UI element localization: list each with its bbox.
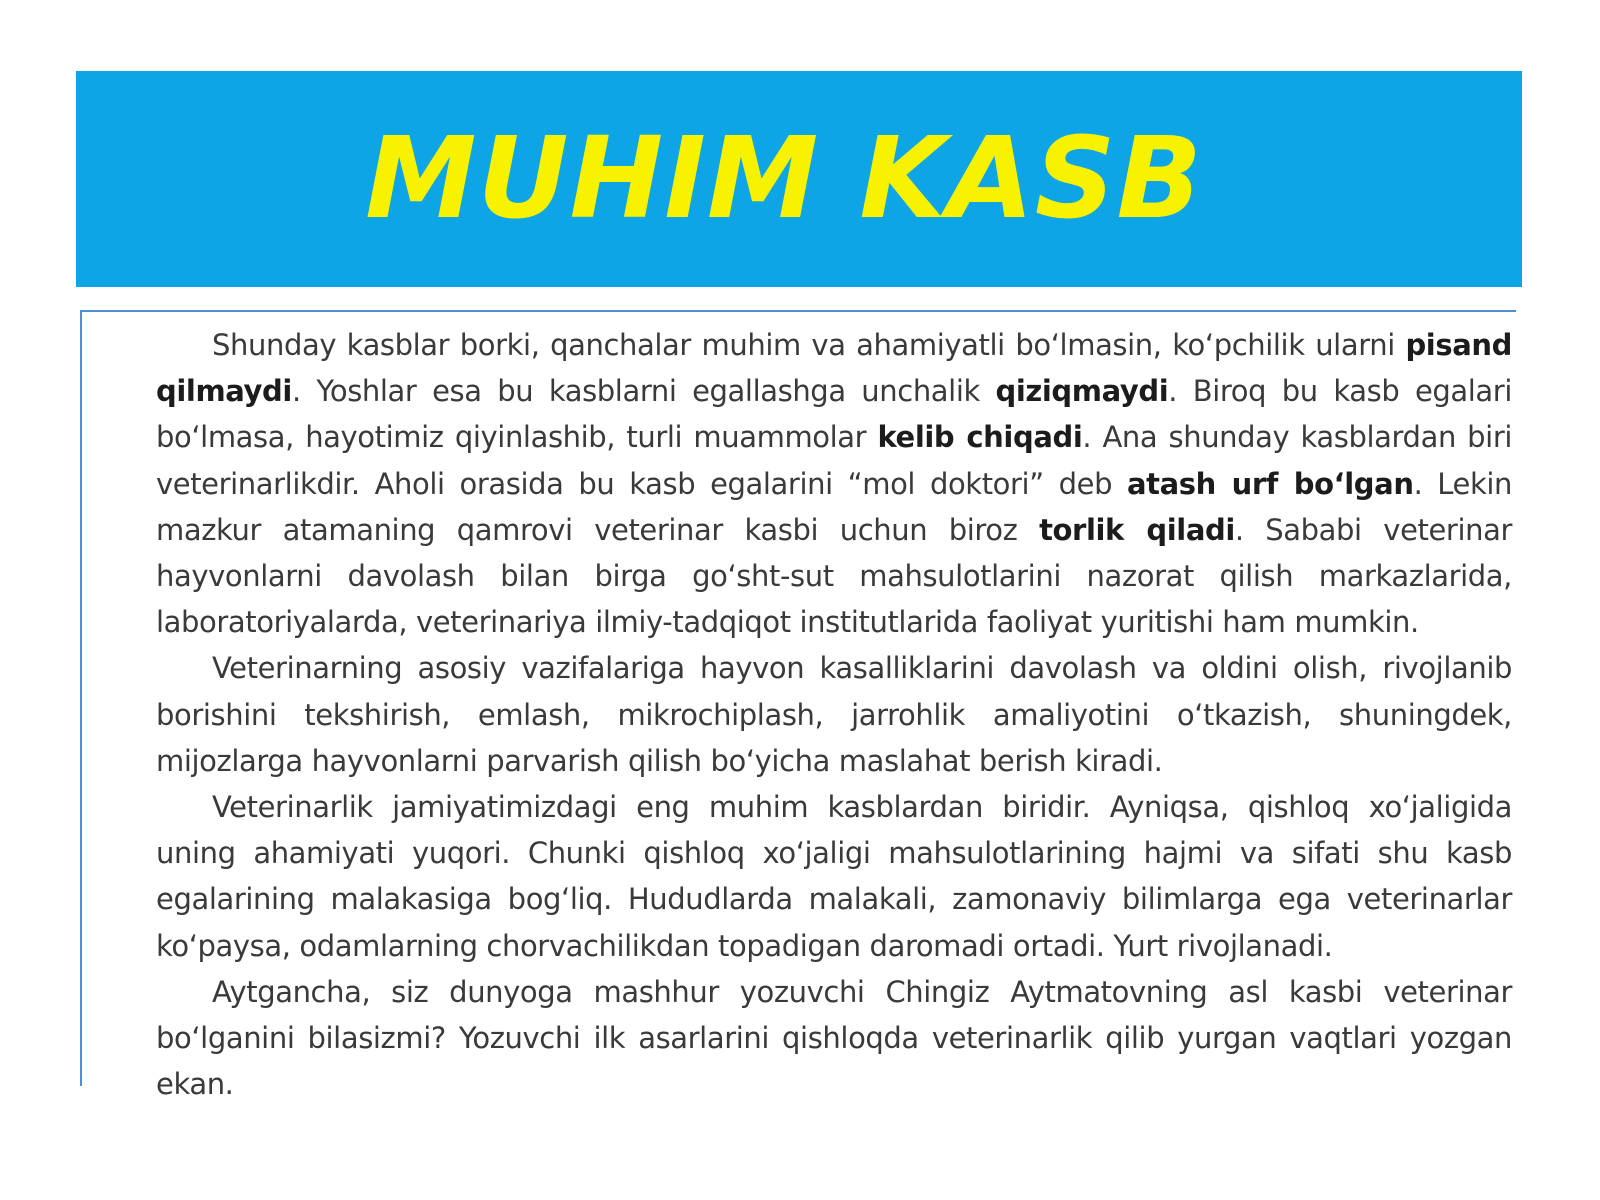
- text-run: . Sababi veterinar hayvonlarni davolash bilan birga go‘sht-sut mahsulotlarini nazorat qilish markazlarida, laboratoriyalarda, veterinariya ilmiy-tadqiqot institutlarida faoliyat yuritishi ham mumkin.: [156, 512, 1512, 640]
- text-run: Aytgancha, siz dunyoga mashhur yozuvchi Chingiz Aytmatovning asl kasbi veterinar bo‘lganini bilasizmi? Yozuvchi ilk asarlarini qishloqda veterinarlik qilib yurgan vaqtlari yozgan ekan.: [156, 974, 1512, 1102]
- text-run: Veterinarning asosiy vazifalariga hayvon kasalliklarini davolash va oldini olish, rivojlanib borishini tekshirish, emlash, mikrochiplash, jarrohlik amaliyotini o‘tkazish, shuningdek, mijozlarga hayvonlarni parvarish qilish bo‘yicha maslahat berish kiradi.: [156, 651, 1512, 778]
- text-run: . Ana shunday kasblardan biri veterinarlikdir. Aholi orasida bu kasb egalarini “mol doktori” deb: [156, 420, 1513, 501]
- text-run: . Biroq bu kasb egalari bo‘lmasa, hayotimiz qiyinlashib, turli muammolar: [156, 374, 1512, 455]
- text-run: . Lekin mazkur atamaning qamrovi veterinar kasbi uchun biroz: [156, 466, 1512, 547]
- text-run: Veterinarlik jamiyatimizdagi eng muhim kasblardan biridir. Ayniqsa, qishloq xo‘jaligida uning ahamiyati yuqori. Chunki qishloq xo‘jaligi mahsulotlarining hajmi va sifati shu kasb egalarining malakasiga bog‘liq. Hududlarda malakali, zamonaviy bilimlarga ega veterinarlar ko‘paysa, odamlarning chorvachilikdan topadigan daromadi ortadi. Yurt rivojlanadi.: [156, 790, 1512, 963]
- article-paragraph: [156, 322, 1512, 645]
- bold-phrase: kelib chiqadi: [877, 420, 1083, 455]
- article-paragraph: [156, 784, 1512, 969]
- article-paragraph: [156, 645, 1512, 784]
- bold-phrase: qiziqmaydi: [995, 374, 1169, 409]
- bold-phrase: pisand qilmaydi: [156, 328, 1512, 409]
- bold-phrase: atash urf bo‘lgan: [1127, 466, 1414, 501]
- text-run: . Yoshlar esa bu kasblarni egallashga unchalik: [291, 374, 996, 409]
- title-banner: [76, 71, 1522, 287]
- article-paragraph: [156, 969, 1512, 1108]
- text-run: Shunday kasblar borki, qanchalar muhim va ahamiyatli bo‘lmasin, ko‘pchilik ularni: [212, 328, 1406, 362]
- page-title: MUHIM KASB: [365, 114, 1203, 244]
- bold-phrase: torlik qiladi: [1039, 512, 1235, 547]
- article-text: [156, 322, 1512, 1107]
